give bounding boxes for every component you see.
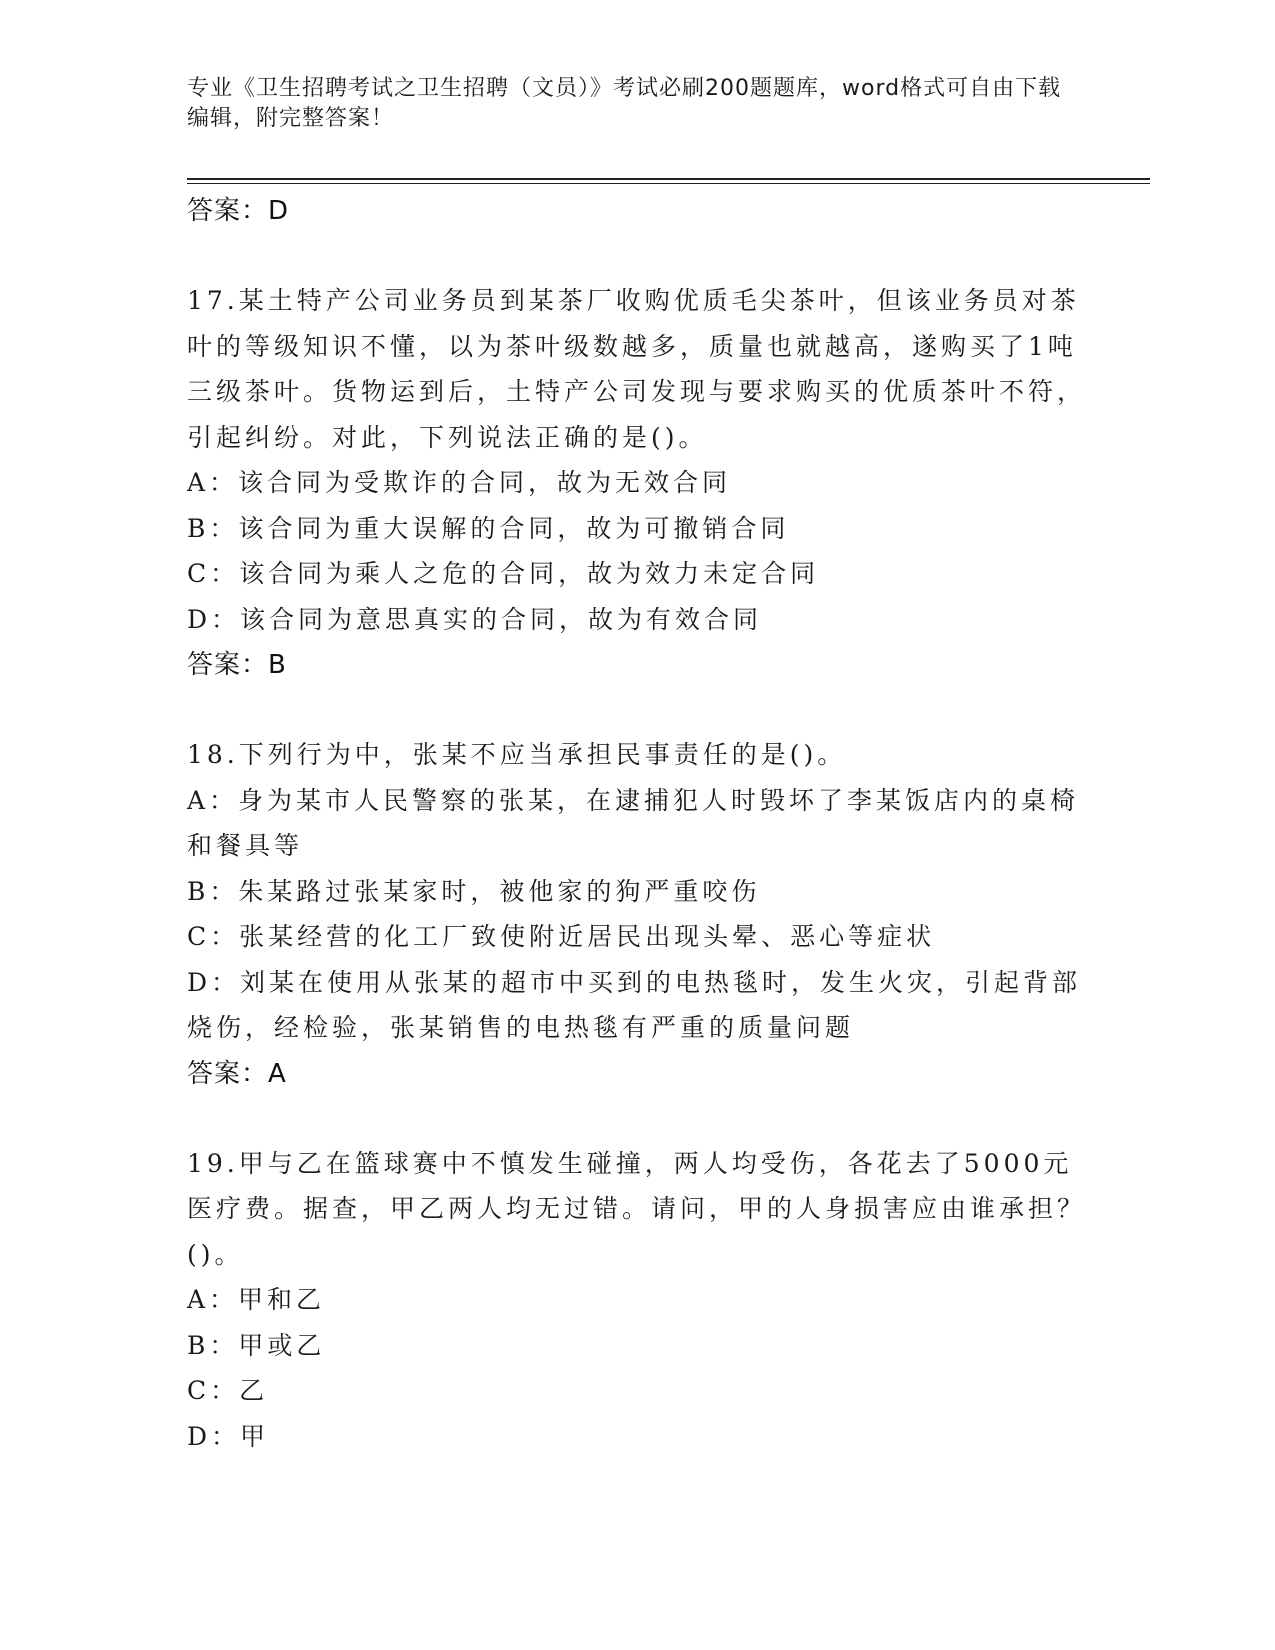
option-a: A：身为某市人民警察的张某，在逮捕犯人时毁坏了李某饭店内的桌椅和餐具等 [187,785,1080,860]
option-b: B：朱某路过张某家时，被他家的狗严重咬伤 [187,876,761,906]
header-divider-thin [187,183,1150,184]
question-18 [187,732,1087,1097]
question-stem: 18.下列行为中，张某不应当承担民事责任的是()。 [187,740,847,769]
header-divider-thick [187,178,1150,180]
question-17 [187,278,1087,688]
question-19 [187,1141,1087,1460]
question-stem: 17.某土特产公司业务员到某茶厂收购优质毛尖茶叶，但该业务员对茶叶的等级知识不懂，以为茶叶级数越多，质量也就越高，遂购买了1吨三级茶叶。货物运到后，土特产公司发现与要求购买的优质茶叶不符，引起纠纷。对此，下列说法正确的是()。 [187,286,1087,452]
page-header-title: 专业《卫生招聘考试之卫生招聘（文员）》考试必刷200题题库，word格式可自由下载编辑，附完整答案！ [187,76,1062,131]
answer-label: 答案：A [187,1058,287,1089]
option-d: D：刘某在使用从张某的超市中买到的电热毯时，发生火灾，引起背部烧伤，经检验，张某销售的电热毯有严重的质量问题 [187,967,1082,1042]
option-c: C：乙 [187,1376,269,1405]
option-d: D：甲 [187,1421,270,1451]
answer-label: 答案：D [187,196,290,226]
option-b: B：该合同为重大误解的合同，故为可撤销合同 [187,513,790,543]
question-stem: 19.甲与乙在篮球赛中不慎发生碰撞，两人均受伤，各花去了5000元医疗费。据查，甲乙两人均无过错。请问，甲的人身损害应由谁承担？()。 [187,1148,1087,1269]
option-b: B：甲或乙 [187,1330,326,1360]
option-c: C：张某经营的化工厂致使附近居民出现头晕、恶心等症状 [187,922,936,951]
answer-label: 答案：B [187,650,287,680]
document-body [187,188,1087,1459]
option-d: D：该合同为意思真实的合同，故为有效合同 [187,604,763,634]
option-c: C：该合同为乘人之危的合同，故为效力未定合同 [187,559,820,588]
option-a: A：该合同为受欺诈的合同，故为无效合同 [187,468,732,497]
option-a: A：甲和乙 [187,1285,326,1314]
